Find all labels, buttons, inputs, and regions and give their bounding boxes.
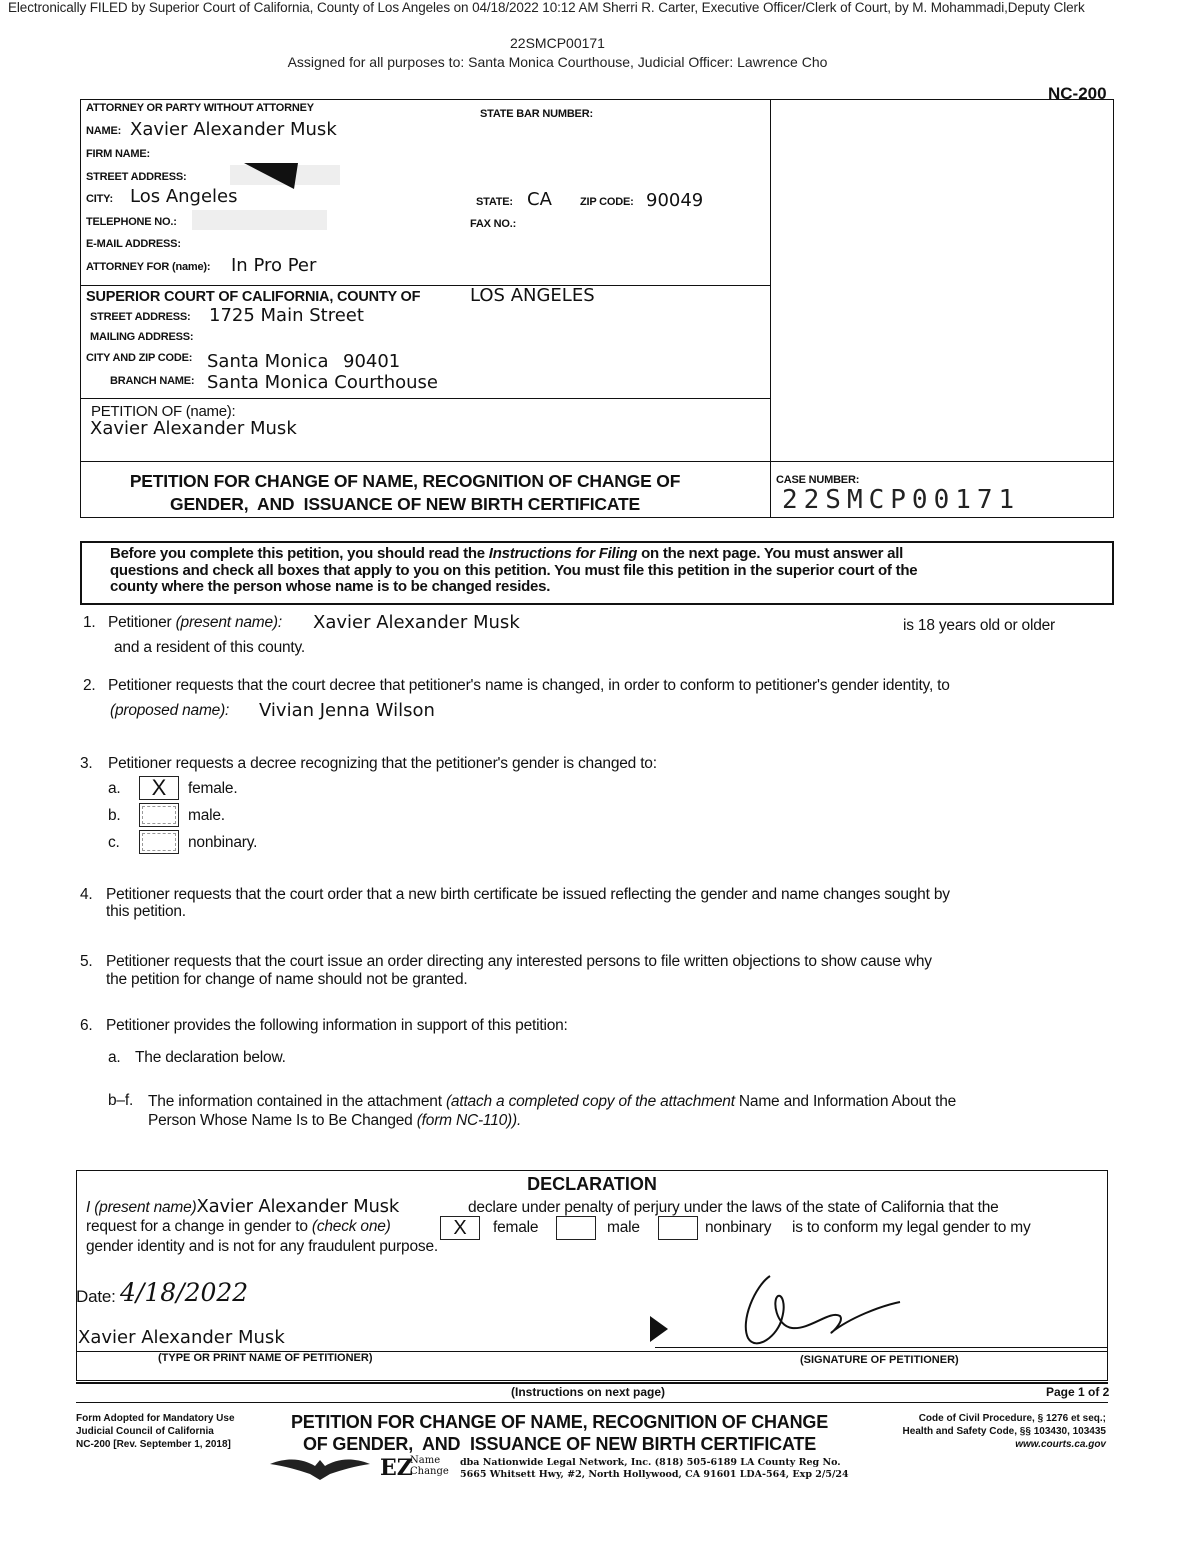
decl-male-label: male — [607, 1219, 640, 1236]
item-1-tail: is 18 years old or older — [903, 617, 1056, 634]
item-6-text: Petitioner provides the following information in support of this petition: — [106, 1017, 568, 1034]
footer-title-1: PETITION FOR CHANGE OF NAME, RECOGNITION OF CHANGE — [291, 1412, 829, 1432]
footer-left-1: Form Adopted for Mandatory Use — [76, 1413, 235, 1424]
redaction-mark — [244, 163, 298, 189]
pointer-arrow-icon — [650, 1316, 668, 1342]
court-zip: 90401 — [343, 351, 401, 372]
attorney-zip: 90049 — [646, 190, 704, 211]
item-3-number: 3. — [80, 755, 93, 772]
declaration-line3: gender identity and is not for any fraudulent purpose. — [86, 1238, 438, 1255]
instructions-line1: Before you complete this petition, you should read the Instructions for Filing on the next page. You must answer all — [110, 545, 904, 562]
eagle-logo-icon — [270, 1452, 370, 1482]
item-6-number: 6. — [80, 1017, 93, 1034]
attorney-header: ATTORNEY OR PARTY WITHOUT ATTORNEY — [86, 102, 314, 114]
item-1-present-name: Xavier Alexander Musk — [313, 612, 520, 633]
attorney-for-label: ATTORNEY FOR (name): — [86, 261, 211, 273]
declaration-line2-tail: is to conform my legal gender to my — [792, 1219, 1031, 1236]
item-3b-label: male. — [188, 807, 225, 824]
item-6a-text: The declaration below. — [135, 1049, 286, 1066]
form-id: NC-200 — [1048, 84, 1107, 103]
decl-nonbinary-label: nonbinary — [705, 1219, 772, 1236]
item-6bf-letter: b–f. — [108, 1092, 134, 1109]
item-1-number: 1. — [83, 614, 96, 631]
mailing-label: MAILING ADDRESS: — [90, 331, 194, 343]
petition-of-label: PETITION OF (name): — [91, 403, 236, 420]
case-number-label: CASE NUMBER: — [776, 474, 860, 486]
item-3c-letter: c. — [108, 834, 120, 851]
item-4-number: 4. — [80, 886, 93, 903]
phone-redaction — [192, 210, 327, 230]
item-1-line2: and a resident of this county. — [114, 639, 306, 656]
item-3a-letter: a. — [108, 780, 121, 797]
attorney-city: Los Angeles — [130, 186, 238, 207]
state-label: STATE: — [476, 196, 513, 208]
item-4-line2: this petition. — [106, 903, 186, 920]
footer-right-2: Health and Safety Code, §§ 103430, 103435 — [902, 1426, 1106, 1437]
ez-logo: EZ — [380, 1455, 413, 1481]
state-bar-label: STATE BAR NUMBER: — [480, 108, 593, 120]
declaration-line2: request for a change in gender to (check one) — [86, 1218, 391, 1235]
city-label: CITY: — [86, 193, 113, 205]
vendor-line-1: dba Nationwide Legal Network, Inc. (818) 505-6189 LA County Reg No. — [460, 1457, 841, 1468]
attorney-state: CA — [527, 189, 552, 210]
court-county: LOS ANGELES — [470, 285, 595, 306]
case-stamp: 22SMCP00171 — [510, 35, 605, 51]
ez-change: Change — [410, 1466, 449, 1477]
print-name-label: (TYPE OR PRINT NAME OF PETITIONER) — [158, 1352, 373, 1364]
item-2-proposed-name: Vivian Jenna Wilson — [259, 700, 435, 721]
phone-label: TELEPHONE NO.: — [86, 216, 177, 228]
item-4-line1: Petitioner requests that the court order that a new birth certificate be issued reflecting the gender and name changes sought by — [106, 886, 950, 903]
cityzip-label: CITY AND ZIP CODE: — [86, 352, 193, 364]
signature-icon — [720, 1266, 920, 1356]
item-6a-letter: a. — [108, 1049, 121, 1066]
email-label: E-MAIL ADDRESS: — [86, 238, 181, 250]
footer-right-3: www.courts.ca.gov — [1015, 1439, 1106, 1450]
male-checkbox[interactable] — [139, 803, 179, 827]
attorney-for: In Pro Per — [231, 255, 317, 276]
page-number: Page 1 of 2 — [1046, 1385, 1110, 1399]
instructions-line2: questions and check all boxes that apply to you on this petition. You must file this petition in the superior court of the — [110, 562, 918, 579]
name-label: NAME: — [86, 125, 122, 137]
petition-of: Xavier Alexander Musk — [90, 418, 297, 439]
decl-female-checkbox[interactable]: X — [440, 1216, 480, 1240]
date-handwritten: 4/18/2022 — [120, 1278, 249, 1307]
nonbinary-checkbox[interactable] — [139, 830, 179, 854]
item-2-text: Petitioner requests that the court decree that petitioner's name is changed, in order to conform to petitioner's gender identity, to — [108, 677, 950, 694]
item-3-text: Petitioner requests a decree recognizing that the petitioner's gender is changed to: — [108, 755, 657, 772]
decl-nonbinary-checkbox[interactable] — [658, 1216, 698, 1240]
filing-stamp: Electronically FILED by Superior Court of California, County of Los Angeles on 04/18/2022 10:12 AM Sherri R. Carter, Executive Officer/Clerk of Court, by M. Mohammadi,Deputy Clerk — [8, 0, 1085, 15]
declaration-line1: I (present name)Xavier Alexander Musk — [86, 1196, 400, 1217]
vendor-line-2: 5665 Whitsett Hwy, #2, North Hollywood, CA 91601 LDA-564, Exp 2/5/24 — [460, 1469, 849, 1480]
court-city: Santa Monica — [207, 351, 329, 372]
printed-name: Xavier Alexander Musk — [78, 1327, 285, 1348]
item-3c-label: nonbinary. — [188, 834, 258, 851]
zip-label: ZIP CODE: — [580, 196, 634, 208]
firm-label: FIRM NAME: — [86, 148, 150, 160]
item-3b-letter: b. — [108, 807, 121, 824]
case-number: 22SMCP00171 — [782, 485, 1021, 515]
footer-left-2: Judicial Council of California — [76, 1426, 214, 1437]
street-label: STREET ADDRESS: — [86, 171, 187, 183]
item-1-label: Petitioner (present name): — [108, 614, 283, 631]
instructions-next-page: (Instructions on next page) — [511, 1385, 666, 1399]
court-branch: Santa Monica Courthouse — [207, 372, 439, 393]
date-label: Date: — [76, 1287, 116, 1306]
court-header: SUPERIOR COURT OF CALIFORNIA, COUNTY OF — [86, 289, 421, 305]
footer-left-3: NC-200 [Rev. September 1, 2018] — [76, 1439, 231, 1450]
decl-female-label: female — [493, 1219, 539, 1236]
item-5-line2: the petition for change of name should not be granted. — [106, 971, 468, 988]
instructions-line3: county where the person whose name is to be changed resides. — [110, 578, 551, 595]
fax-label: FAX NO.: — [470, 218, 517, 230]
declaration-title: DECLARATION — [527, 1174, 657, 1194]
footer-title-2: OF GENDER, AND ISSUANCE OF NEW BIRTH CERTIFICATE — [303, 1434, 817, 1454]
item-2-number: 2. — [83, 677, 96, 694]
title-line1: PETITION FOR CHANGE OF NAME, RECOGNITION OF CHANGE OF — [129, 471, 681, 491]
decl-male-checkbox[interactable] — [556, 1216, 596, 1240]
item-6bf-line2: Person Whose Name Is to Be Changed (form NC-110)). — [148, 1112, 522, 1129]
footer-right-1: Code of Civil Procedure, § 1276 et seq.; — [918, 1413, 1106, 1424]
assigned-line: Assigned for all purposes to: Santa Monica Courthouse, Judicial Officer: Lawrence Cho — [287, 54, 828, 70]
attorney-name: Xavier Alexander Musk — [130, 119, 337, 140]
signature-label: (SIGNATURE OF PETITIONER) — [800, 1354, 959, 1366]
item-5-line1: Petitioner requests that the court issue an order directing any interested persons to file written objections to show cause why — [106, 953, 932, 970]
item-5-number: 5. — [80, 953, 93, 970]
ez-name: Name — [410, 1455, 441, 1466]
court-street-label: STREET ADDRESS: — [90, 311, 191, 323]
branch-label: BRANCH NAME: — [110, 375, 195, 387]
declaration-line1-tail: declare under penalty of perjury under the laws of the state of California that the — [468, 1199, 999, 1216]
item-6bf-line1: The information contained in the attachment (attach a completed copy of the attachment Name and Information About the — [148, 1093, 957, 1110]
title-line2: GENDER, AND ISSUANCE OF NEW BIRTH CERTIFICATE — [170, 494, 640, 514]
female-checkbox[interactable]: X — [139, 776, 179, 800]
item-3a-label: female. — [188, 780, 238, 797]
court-street: 1725 Main Street — [209, 305, 364, 326]
item-2-label: (proposed name): — [110, 702, 230, 719]
